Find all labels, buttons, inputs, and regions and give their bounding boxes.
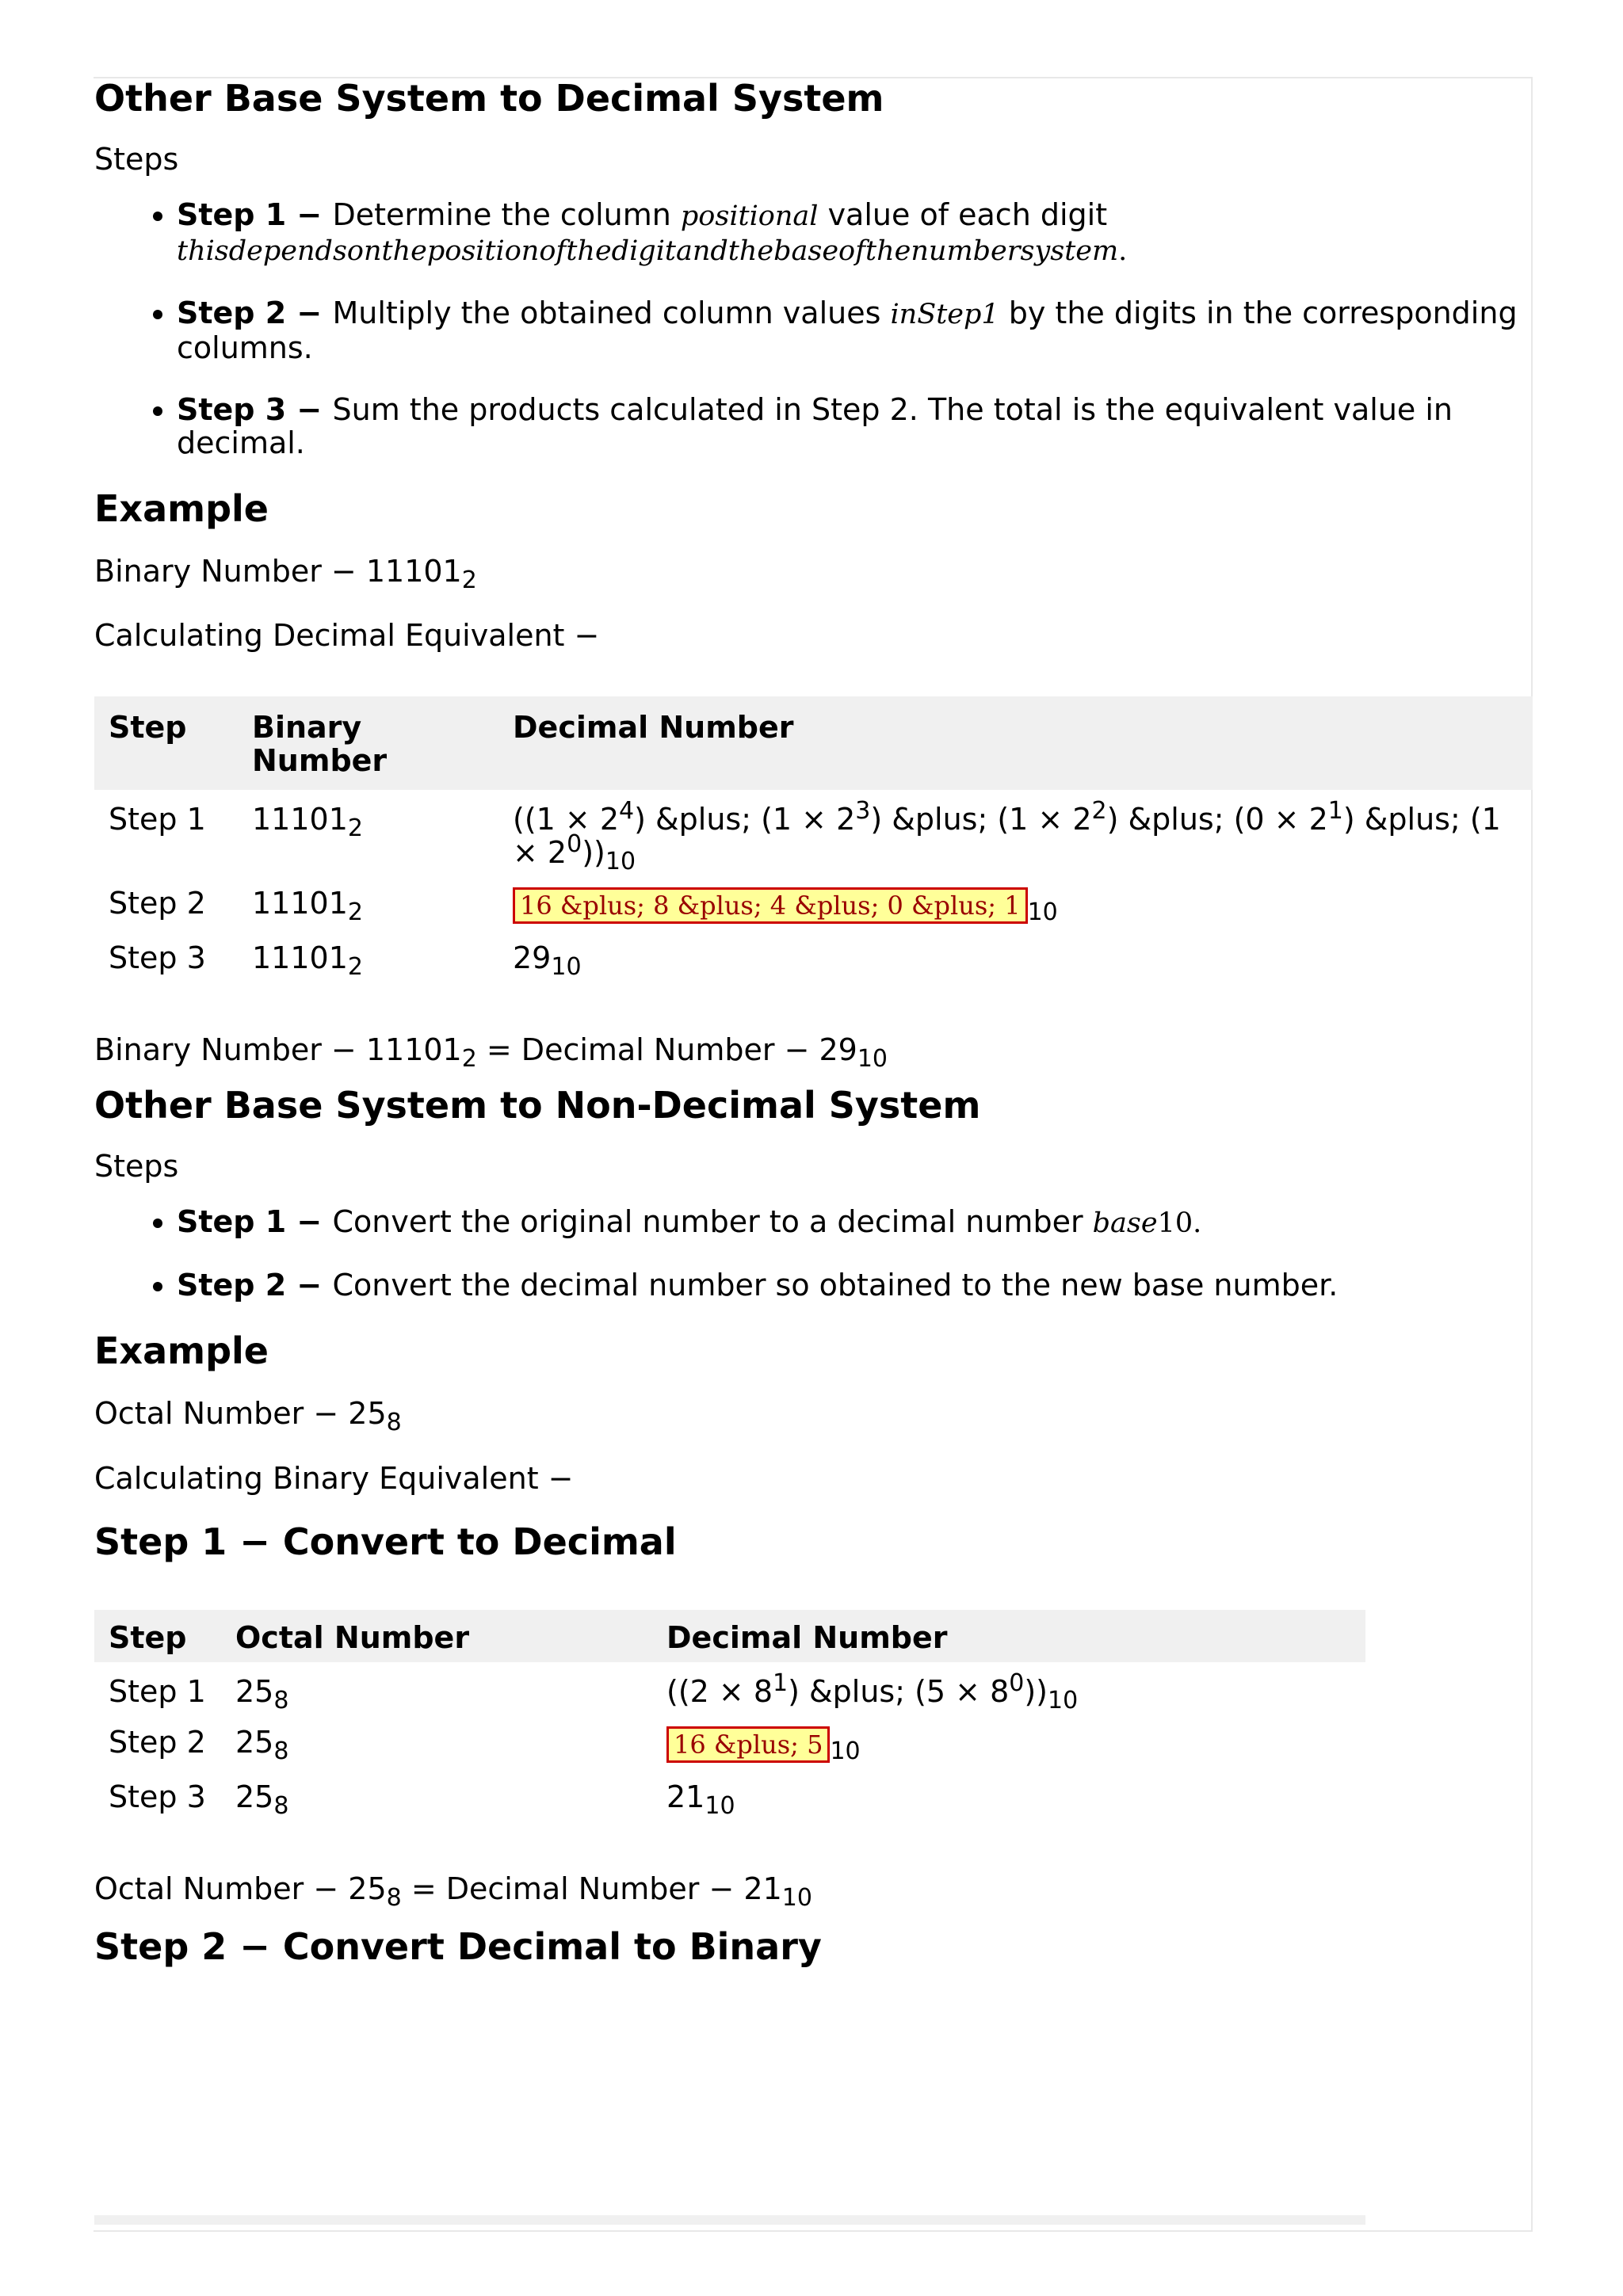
step-label: Step 2 (177, 1267, 287, 1302)
step-label: Step 1 (177, 1203, 287, 1239)
table-header-partial (94, 2215, 1365, 2225)
step-cell: Step 3 (109, 1779, 206, 1814)
number-cell (221, 1662, 652, 1713)
math-punct: . (1118, 235, 1128, 267)
expr-exp: 0 (567, 830, 582, 859)
article (94, 76, 1533, 1969)
decimal-cell (652, 1713, 1365, 1768)
decimal-cell (652, 1768, 1365, 1818)
expr-base: 10 (1048, 1687, 1079, 1715)
decimal-cell (498, 874, 1533, 929)
step2-title: Step 2 − Convert Decimal to Binary (94, 1924, 822, 1968)
cell-base: 2 (347, 952, 363, 981)
summary-base: 8 (386, 1883, 402, 1912)
cell-value: 25 (235, 1725, 274, 1760)
list-item (177, 1205, 1533, 1240)
number-base: 2 (461, 566, 477, 594)
step-separator: − (286, 196, 333, 232)
summary-base: 2 (461, 1044, 477, 1073)
number-cell (221, 1713, 652, 1768)
expr-exp: 0 (1009, 1669, 1025, 1698)
list-item (177, 198, 1533, 268)
cell-value: 11101 (252, 802, 348, 837)
cell-base: 8 (273, 1737, 289, 1766)
expr-base: 10 (830, 1737, 861, 1766)
expr-base: 10 (551, 952, 582, 981)
step-separator: − (286, 1267, 333, 1302)
cell-value: 25 (235, 1674, 274, 1710)
example-title: Example (94, 486, 269, 530)
number-value: 25 (348, 1395, 387, 1431)
number-base: 8 (386, 1408, 402, 1436)
list-item (177, 296, 1533, 364)
cell-base: 2 (347, 814, 363, 843)
table-header: Binary Number (238, 696, 498, 790)
table-header: Octal Number (221, 1610, 652, 1662)
table-header: Decimal Number (498, 696, 1533, 790)
step-label: Step 1 (177, 196, 287, 232)
table-row (94, 929, 1533, 979)
cell-value: 11101 (252, 940, 348, 975)
step-cell: Step 3 (109, 940, 206, 975)
table-row (94, 1768, 1365, 1818)
expr-exp: 4 (619, 797, 635, 826)
expr-base: 10 (605, 848, 636, 876)
step-separator: − (286, 1203, 333, 1239)
step1-title: Step 1 − Convert to Decimal (94, 1520, 677, 1564)
expr-part: ) &plus; (1 × 2 (513, 802, 1501, 871)
cell-base: 2 (347, 898, 363, 927)
math-term: positional (680, 200, 819, 232)
number-cell (221, 1768, 652, 1818)
table-header: Step (94, 696, 238, 790)
math-term: inStep1 (890, 298, 999, 330)
number-cell (238, 929, 498, 979)
cell-base: 8 (273, 1687, 289, 1715)
table-row (94, 1713, 1365, 1768)
step-text: Convert the original number to a decimal number (332, 1203, 1093, 1239)
step-cell: Step 2 (109, 886, 206, 921)
expr-exp: 2 (1091, 797, 1107, 826)
math-term: base (1092, 1207, 1158, 1239)
number-label: Octal Number − (94, 1395, 349, 1431)
step-text: by the digits in the corresponding columns. (177, 295, 1518, 365)
number-label: Binary Number − (94, 553, 366, 589)
number-cell (238, 874, 498, 929)
step-text: Multiply the obtained column values (332, 295, 891, 330)
steps-label: Steps (94, 1149, 179, 1184)
summary-base: 10 (781, 1883, 812, 1912)
table-row (94, 790, 1533, 874)
math-term: thisdependsonthepositionofthedigitandthebaseofthenumbersystem (177, 235, 1119, 267)
steps-list (94, 198, 1533, 460)
table-header: Decimal Number (652, 1610, 1365, 1662)
number-cell (238, 790, 498, 874)
expr-part: ((2 × 8 (666, 1674, 773, 1710)
summary-line (94, 1871, 1533, 1912)
cell-value: 21 (666, 1779, 705, 1814)
cell-value: 29 (513, 940, 552, 975)
table-header-row (94, 1610, 1365, 1662)
steps-label: Steps (94, 142, 179, 177)
calc-label: Calculating Decimal Equivalent − (94, 618, 600, 654)
table-header: Step (94, 1610, 221, 1662)
summary-part: = Decimal Number − 29 (476, 1032, 857, 1067)
expr-exp: 1 (1327, 797, 1343, 826)
math-number: 10 (1157, 1207, 1193, 1239)
step-separator: − (286, 295, 333, 330)
cell-value: 11101 (252, 886, 348, 921)
section-title: Other Base System to Non-Decimal System (94, 1084, 981, 1127)
step-text: Sum the products calculated in Step 2. The total is the equivalent value in decimal. (177, 391, 1453, 460)
conversion-table (94, 1610, 1365, 1818)
decimal-cell (498, 790, 1533, 874)
summary-line (94, 1032, 1533, 1073)
list-item (177, 1268, 1533, 1302)
step-text: value of each digit (818, 196, 1108, 232)
expr-base: 10 (705, 1791, 735, 1820)
section-title: Other Base System to Decimal System (94, 77, 884, 120)
expr-exp: 3 (855, 797, 871, 826)
step-cell: Step 1 (109, 802, 206, 837)
step-text: Determine the column (332, 196, 681, 232)
step-text: Convert the decimal number so obtained to the new base number. (332, 1267, 1338, 1302)
list-item (177, 393, 1533, 460)
summary-part: Binary Number − 11101 (94, 1032, 462, 1067)
step-label: Step 3 (177, 391, 287, 427)
math-punct: . (1193, 1207, 1202, 1239)
expr-part: ) &plus; (1 × 2 (634, 802, 856, 837)
math-error-highlight: 16 &plus; 8 &plus; 4 &plus; 0 &plus; 1 (513, 887, 1028, 924)
decimal-cell (498, 929, 1533, 979)
expr-base: 10 (1027, 898, 1058, 927)
table-row (94, 1662, 1365, 1713)
decimal-cell (652, 1662, 1365, 1713)
expr-part: ) &plus; (1 × 2 (870, 802, 1092, 837)
expr-part: ) &plus; (5 × 8 (788, 1674, 1010, 1710)
summary-part: = Decimal Number − 21 (401, 1871, 782, 1906)
number-line (94, 553, 1533, 594)
cell-base: 8 (273, 1791, 289, 1820)
calc-label: Calculating Binary Equivalent − (94, 1460, 574, 1496)
summary-base: 10 (857, 1044, 888, 1073)
number-value: 11101 (365, 553, 462, 589)
table-header-row (94, 696, 1533, 790)
steps-list (94, 1205, 1533, 1302)
summary-part: Octal Number − 25 (94, 1871, 387, 1906)
expr-part: )) (1024, 1674, 1048, 1710)
step-cell: Step 2 (109, 1725, 206, 1760)
conversion-table (94, 696, 1533, 979)
cell-value: 25 (235, 1779, 274, 1814)
table-row (94, 874, 1533, 929)
number-line (94, 1395, 1533, 1436)
expr-part: ((1 × 2 (513, 802, 620, 837)
step-cell: Step 1 (109, 1674, 206, 1710)
expr-exp: 1 (773, 1669, 789, 1698)
step-label: Step 2 (177, 295, 287, 330)
expr-part: ) &plus; (0 × 2 (1106, 802, 1328, 837)
expr-part: )) (582, 835, 605, 871)
step-separator: − (286, 391, 333, 427)
example-title: Example (94, 1329, 269, 1372)
math-error-highlight: 16 &plus; 5 (666, 1726, 830, 1763)
